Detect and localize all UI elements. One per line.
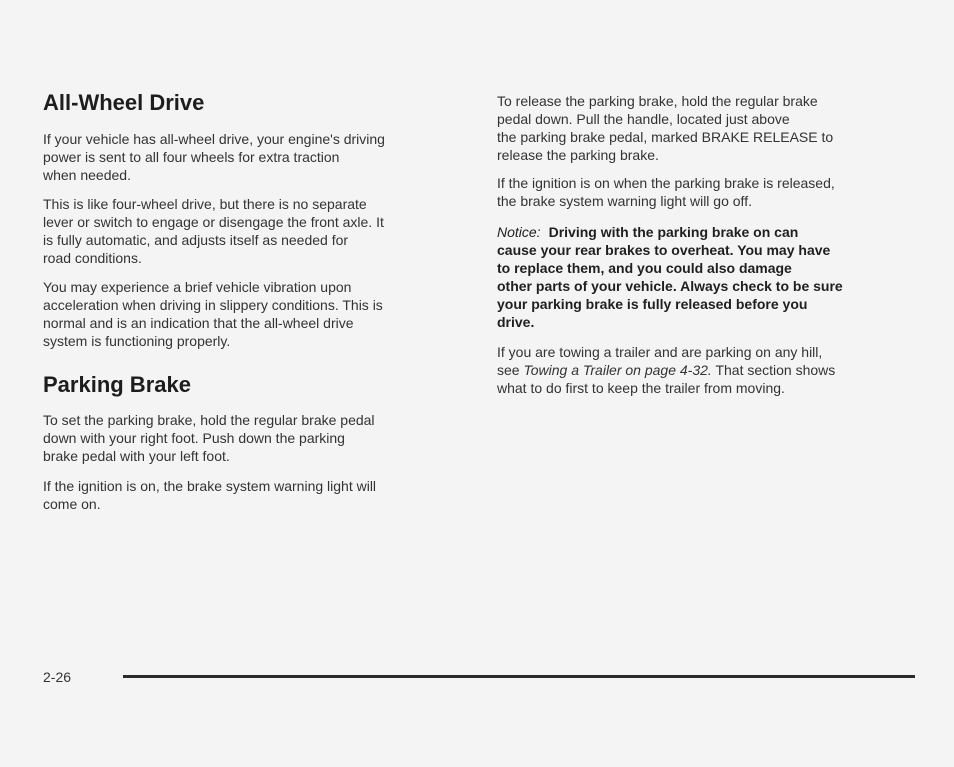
parking-brake-heading: Parking Brake bbox=[43, 372, 191, 397]
awd-paragraph-2: This is like four-wheel drive, but there is no separate lever or switch to engage or disengage the front axle. It is fully automatic, and adjusts itself as needed for road conditions. bbox=[43, 196, 384, 266]
parking-brake-paragraph-1: To set the parking brake, hold the regular brake pedal down with your right foot. Push down the parking brake pedal with your left foot. bbox=[43, 412, 375, 464]
towing-reference-link[interactable]: Towing a Trailer on page 4-32. bbox=[523, 362, 712, 378]
awd-heading: All-Wheel Drive bbox=[43, 90, 205, 115]
release-paragraph: To release the parking brake, hold the regular brake pedal down. Pull the handle, located just above the parking brake pedal, marked BRAKE RELEASE to release the parking brake. bbox=[497, 93, 834, 163]
awd-paragraph-1: If your vehicle has all-wheel drive, your engine's driving power is sent to all four wheels for extra traction when needed. bbox=[43, 131, 385, 183]
notice-paragraph: Notice: Driving with the parking brake on can cause your rear brakes to overheat. You may have to replace them, and you could also damage other parts of your vehicle. Always check to be sure your parking brake is fully released before you drive. bbox=[497, 224, 843, 330]
notice-label: Notice: bbox=[497, 224, 541, 240]
awd-paragraph-3: You may experience a brief vehicle vibration upon acceleration when driving in slippery conditions. This is normal and is an indication that the all-wheel drive system is functioning properly. bbox=[43, 279, 383, 349]
footer-rule bbox=[123, 675, 915, 678]
parking-brake-paragraph-2: If the ignition is on, the brake system warning light will come on. bbox=[43, 478, 377, 512]
ignition-paragraph: If the ignition is on when the parking brake is released, the brake system warning light will go off. bbox=[497, 175, 835, 209]
page-number: 2-26 bbox=[43, 669, 72, 685]
towing-paragraph: If you are towing a trailer and are parking on any hill, see Towing a Trailer on page 4-32. That section shows what to do first to keep the trailer from moving. bbox=[497, 344, 836, 396]
